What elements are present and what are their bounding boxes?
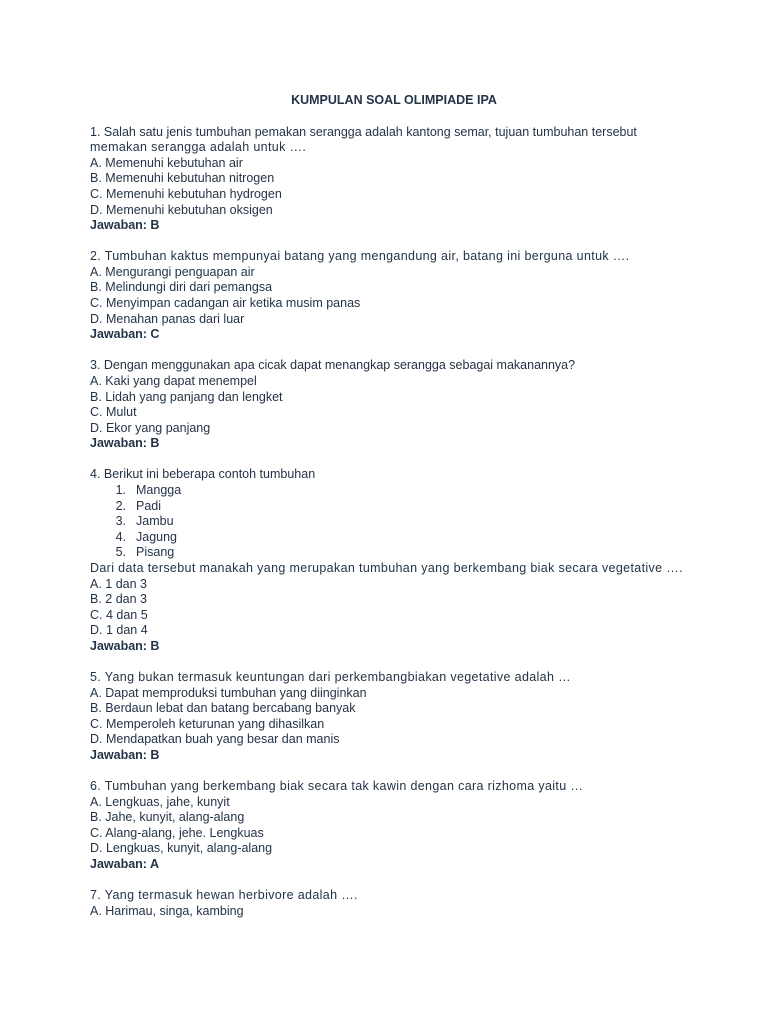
list-item — [90, 530, 690, 546]
answer-key: Jawaban: B — [90, 747, 160, 762]
answer-key: Jawaban: B — [90, 436, 160, 451]
option-c: C. Memenuhi kebutuhan hydrogen — [90, 186, 282, 201]
question-7 — [90, 888, 690, 919]
question-3 — [90, 358, 690, 452]
list-number: 2. — [115, 498, 126, 513]
list-number: 5. — [115, 545, 126, 560]
answer-key: Jawaban: B — [90, 638, 160, 653]
option-a: A. Kaki yang dapat menempel — [90, 373, 257, 388]
answer-key: Jawaban: C — [90, 327, 160, 342]
question-text-continued: Dari data tersebut manakah yang merupakan tumbuhan yang berkembang biak secara vegetative …. — [90, 560, 683, 575]
option-c: C. Menyimpan cadangan air ketika musim panas — [90, 296, 361, 311]
question-2 — [90, 249, 690, 343]
option-d: D. Ekor yang panjang — [90, 420, 211, 435]
option-d: D. Lengkuas, kunyit, alang-alang — [90, 841, 273, 856]
plant-list — [90, 483, 690, 561]
option-b: B. Lidah yang panjang dan lengket — [90, 389, 283, 404]
question-text: 3. Dengan menggunakan apa cicak dapat menangkap serangga sebagai makanannya? — [90, 358, 576, 373]
question-1 — [90, 125, 690, 234]
option-a: A. 1 dan 3 — [90, 576, 147, 591]
option-a: A. Dapat memproduksi tumbuhan yang diinginkan — [90, 685, 367, 700]
list-item — [90, 483, 690, 499]
question-text-continued: memakan serangga adalah untuk …. — [90, 140, 307, 155]
list-item — [90, 545, 690, 561]
option-b: B. Melindungi diri dari pemangsa — [90, 280, 273, 295]
question-4 — [90, 467, 690, 654]
option-a: A. Harimau, singa, kambing — [90, 903, 244, 918]
question-6 — [90, 779, 690, 873]
question-text: 6. Tumbuhan yang berkembang biak secara tak kawin dengan cara rizhoma yaitu … — [90, 779, 584, 794]
option-c: C. 4 dan 5 — [90, 607, 148, 622]
question-text: 2. Tumbuhan kaktus mempunyai batang yang mengandung air, batang ini berguna untuk …. — [90, 249, 630, 264]
document-page — [90, 93, 690, 935]
list-item — [90, 514, 690, 530]
option-d: D. Mendapatkan buah yang besar dan manis — [90, 732, 340, 747]
list-label: Jambu — [136, 514, 174, 529]
list-number: 1. — [115, 482, 126, 497]
list-item — [90, 499, 690, 515]
option-a: A. Mengurangi penguapan air — [90, 264, 255, 279]
question-text: 7. Yang termasuk hewan herbivore adalah …. — [90, 888, 358, 903]
option-d: D. Menahan panas dari luar — [90, 311, 245, 326]
list-label: Padi — [136, 498, 162, 513]
option-a: A. Lengkuas, jahe, kunyit — [90, 794, 230, 809]
question-text: 4. Berikut ini beberapa contoh tumbuhan — [90, 467, 316, 482]
option-b: B. Memenuhi kebutuhan nitrogen — [90, 171, 275, 186]
option-a: A. Memenuhi kebutuhan air — [90, 155, 243, 170]
option-d: D. Memenuhi kebutuhan oksigen — [90, 202, 273, 217]
question-text: 1. Salah satu jenis tumbuhan pemakan serangga adalah kantong semar, tujuan tumbuhan tersebut — [90, 124, 637, 139]
option-c: C. Alang-alang, jehe. Lengkuas — [90, 825, 264, 840]
question-text: 5. Yang bukan termasuk keuntungan dari perkembangbiakan vegetative adalah … — [90, 670, 571, 684]
option-b: B. Berdaun lebat dan batang bercabang banyak — [90, 701, 356, 716]
list-label: Jagung — [136, 529, 178, 544]
list-number: 3. — [115, 514, 126, 529]
list-number: 4. — [115, 529, 126, 544]
option-b: B. Jahe, kunyit, alang-alang — [90, 810, 245, 825]
answer-key: Jawaban: A — [90, 857, 160, 872]
option-c: C. Memperoleh keturunan yang dihasilkan — [90, 716, 325, 731]
answer-key: Jawaban: B — [90, 218, 160, 233]
list-label: Pisang — [136, 545, 175, 560]
document-title: KUMPULAN SOAL OLIMPIADE IPA — [291, 93, 497, 107]
option-c: C. Mulut — [90, 405, 137, 420]
list-label: Mangga — [136, 482, 182, 497]
option-d: D. 1 dan 4 — [90, 623, 148, 638]
question-5 — [90, 670, 690, 764]
option-b: B. 2 dan 3 — [90, 592, 147, 607]
